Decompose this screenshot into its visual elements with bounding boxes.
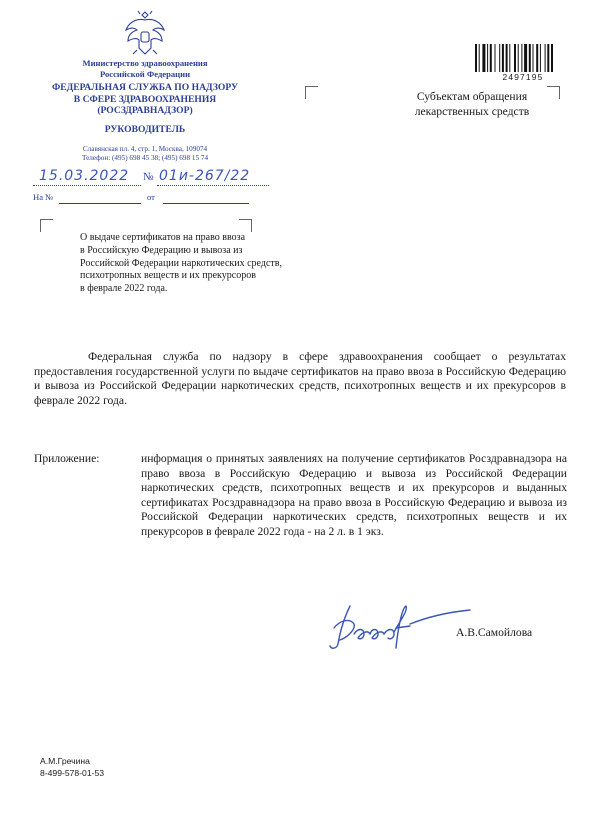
agency-line: (РОСЗДРАВНАДЗОР) [97, 105, 193, 116]
ministry-line: Министерство здравоохранения [82, 58, 208, 68]
executor-contact [40, 755, 104, 779]
barcode-bar [521, 44, 522, 72]
barcode-bar [495, 44, 496, 72]
agency-line: В СФЕРЕ ЗДРАВООХРАНЕНИЯ [73, 93, 217, 105]
handwritten-number: 01и-267/22 [159, 168, 251, 184]
outgoing-date-number [33, 168, 273, 190]
subject-line: О выдаче сертификатов на право ввоза [80, 232, 246, 243]
handwritten-signature [310, 598, 475, 658]
barcode-bar [518, 44, 519, 72]
addressee [372, 90, 572, 120]
executor-phone: 8-499-578-01-53 [40, 768, 105, 778]
date-underline [33, 185, 141, 186]
agency-name [34, 82, 256, 117]
ref-number-label: На № [33, 192, 54, 202]
barcode-bar [490, 44, 492, 72]
attachment-label: Приложение: [34, 452, 100, 465]
addressee-line: лекарственных средств [414, 104, 530, 118]
ref-number-blank [59, 203, 141, 204]
signatory-name: А.В.Самойлова [456, 626, 533, 639]
ref-from-label: от [147, 192, 155, 202]
number-sign: № [143, 171, 154, 183]
attachment-text: информация о принятых заявлениях на получение сертификатов Росздравнадзора на право ввоза в Российскую Федерацию и вывоза из Российской Федерации наркотических средств, психотропных веществ и их прекурсоров и выданных сертификатах Росздравнадзора на право ввоза в Российскую Федерацию и вывоза из Российской Федерации наркотических средств, психотропных веществ и их прекурсоров в феврале 2022 года - на 2 л. в 1 экз. [141, 452, 567, 538]
barcode-bar [533, 44, 534, 72]
corner-mark [40, 219, 53, 232]
address-line: Славянская пл. 4, стр. 1, Москва, 109074 [82, 145, 208, 153]
barcode-bar [536, 44, 538, 72]
letter-subject [80, 232, 350, 296]
barcode-bar [540, 44, 541, 72]
position-title: РУКОВОДИТЕЛЬ [104, 124, 186, 135]
barcode-bar [499, 44, 500, 72]
ministry-name [40, 58, 250, 79]
body-paragraph: Федеральная служба по надзору в сфере здравоохранения сообщает о результатах предоставления государственной услуги по выдаче сертификатов на право ввоза в Российскую Федерацию и вывоза из Российской Федерации наркотических средств, психотропных веществ и их прекурсоров в феврале 2022 года. [34, 350, 566, 407]
agency-line: ФЕДЕРАЛЬНАЯ СЛУЖБА ПО НАДЗОРУ [51, 82, 239, 93]
barcode-bar [475, 44, 477, 72]
barcode-bar [524, 44, 527, 72]
barcode-bar [514, 44, 516, 72]
ref-date-blank [163, 203, 249, 204]
letter-body [34, 350, 566, 408]
subject-line: в феврале 2022 года. [80, 283, 168, 295]
subject-line: Российской Федерации наркотических средств, [80, 257, 282, 269]
subject-line: в Российскую Федерацию и вывоза из [80, 244, 243, 256]
barcode-bar [529, 44, 531, 72]
barcode-bar [502, 44, 504, 72]
number-underline [157, 185, 269, 186]
reference-line [33, 192, 273, 208]
barcode-icon [475, 44, 571, 72]
subject-line: психотропных веществ и их прекурсоров [80, 270, 256, 282]
addressee-line: Субъектам обращения [416, 90, 528, 103]
executor-name: А.М.Гречина [40, 756, 90, 766]
barcode-bar [551, 44, 553, 72]
corner-mark [239, 219, 252, 232]
coat-of-arms-icon [123, 8, 167, 58]
barcode-bar [506, 44, 508, 72]
barcode-bar [482, 44, 485, 72]
barcode-bar [479, 44, 480, 72]
corner-mark [305, 86, 318, 99]
address-line: Телефон: (495) 698 45 38; (495) 698 15 74 [81, 154, 209, 163]
barcode-bar [547, 44, 549, 72]
barcode-bar [545, 44, 546, 72]
handwritten-date: 15.03.2022 [39, 168, 130, 184]
agency-address [40, 145, 250, 164]
barcode-bar [487, 44, 488, 72]
ministry-line: Российской Федерации [99, 68, 191, 79]
barcode-number: 2497195 [502, 72, 544, 82]
barcode-bar [509, 44, 510, 72]
